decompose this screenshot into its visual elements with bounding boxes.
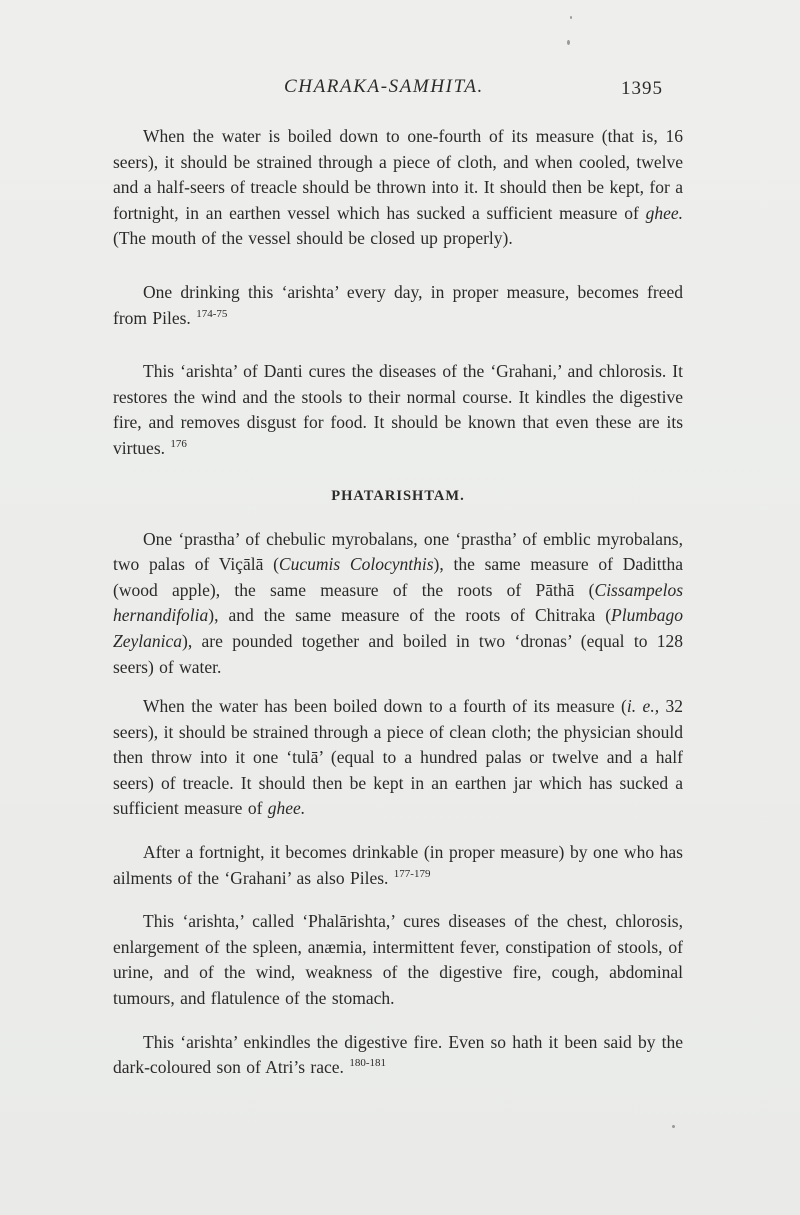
paragraph-text: ), are pounded together and boiled in two ‘dronas’ (equal to 128 seers) of water.: [113, 630, 683, 677]
paragraph: [113, 280, 683, 331]
paragraph-text: ), and the same measure of the roots of Chitraka (: [208, 605, 612, 626]
paragraph-text: After a fortnight, it becomes drinkable (in proper measure) by one who has ailments of the ‘Grahani’ as also Piles.: [113, 842, 683, 888]
section-heading: PHATARISHTAM.: [331, 487, 465, 504]
paragraph: [113, 909, 683, 1011]
paragraph-text: This ‘arishta’ enkindles the digestive fire. Even so hath it been said by the dark-coloured son of Atri’s race.: [113, 1031, 683, 1078]
paragraph-text: One drinking this ‘arishta’ every day, in proper measure, becomes freed from Piles.: [113, 281, 683, 328]
paragraph: [113, 124, 683, 252]
verse-number: 177-179: [393, 867, 431, 880]
paper-speck: [567, 40, 570, 45]
italic-term: Cucumis Colocynthis: [278, 554, 434, 575]
verse-number: 174-75: [196, 307, 228, 320]
paragraph: [113, 694, 683, 822]
paragraph-text: 32 seers), it should be strained through a piece of clean cloth; the physician should then throw into it one ‘tulā’ (equal to a hundred palas or twelve and a half seers) of treacle. It should then be kept in an earthen jar which has sucked a sufficient measure of: [113, 696, 683, 819]
paragraph-text: ), the same measure of Dadittha (wood apple), the same measure of the roots of Pāthā (: [113, 554, 683, 600]
italic-term: ghee.: [267, 798, 306, 819]
italic-term: i. e.,: [626, 696, 660, 717]
paragraph: [113, 1030, 683, 1081]
verse-number: 176: [170, 438, 187, 451]
verse-number: 180-181: [349, 1057, 386, 1070]
paragraph-text: When the water is boiled down to one-fourth of its measure (that is, 16 seers), it should be strained through a piece of cloth, and when cooled, twelve and a half-seers of treacle should be thrown into it. It should then be kept, for a fortnight, in an earthen vessel which has sucked a sufficient measure of: [113, 126, 683, 223]
paragraph-text: This ‘arishta,’ called ‘Phalārishta,’ cures diseases of the chest, chlorosis, enlargement of the spleen, anæmia, intermittent fever, constipation of stools, of urine, and of the wind, weakness of the digestive fire, cough, abdominal tumours, and flatulence of the stomach.: [113, 911, 683, 1009]
italic-term: ghee.: [645, 202, 683, 223]
page-body: [113, 124, 683, 1081]
paragraph: [113, 840, 683, 891]
page-number: 1395: [621, 78, 663, 99]
paragraph-text: One ‘prastha’ of chebulic myrobalans, one ‘prastha’ of emblic myrobalans, two palas of Viçālā (: [113, 528, 683, 575]
paper-speck: [672, 1125, 675, 1128]
page-header: [0, 72, 800, 102]
running-title: CHARAKA-SAMHITA.: [284, 76, 484, 97]
paragraph-text: (The mouth of the vessel should be closed up properly).: [113, 228, 513, 249]
italic-term: Cissampelos hernandifolia: [113, 579, 683, 626]
paper-speck: [570, 16, 572, 19]
paragraph: [113, 359, 683, 461]
paragraph-text: When the water has been boiled down to a fourth of its measure (: [143, 696, 627, 717]
paragraph: [113, 527, 683, 681]
italic-term: Plumbago Zeylanica: [113, 605, 683, 651]
paragraph-text: This ‘arishta’ of Danti cures the diseases of the ‘Grahani,’ and chlorosis. It restores the wind and the stools to their normal course. It kindles the digestive fire, and removes disgust for food. It should be known that even these are its virtues.: [113, 361, 683, 458]
